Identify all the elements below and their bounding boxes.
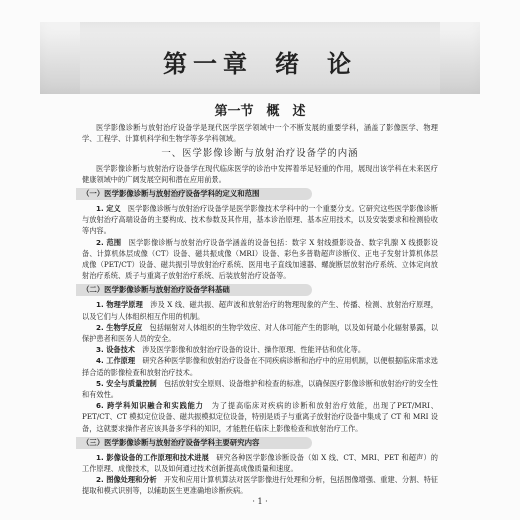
list-item: 1. 物理学原理 涉及 X 线、磁共振、超声波和放射治疗的物理现象的产生、传播、检测、放射治疗原理，以及它们与人体组织相互作用的机制。 <box>82 300 438 321</box>
subsection-heading-1: （一）医学影像诊断与放射治疗设备学科的定义和范围 <box>76 188 312 200</box>
list-item: 1. 定义 医学影像诊断与放射治疗设备学是医学影像技术学科中的一个重要分支。它研究这些医学影像诊断与放射治疗高端设备的主要构成、技术参数及其作用，基本诊治原理、基本应用技术，以及安装要求和检测验收等内容。 <box>82 204 438 236</box>
list-item: 3. 设备技术 涉及医学影像和放射治疗设备的设计、操作原理、性能评估和优化等。 <box>96 345 366 355</box>
chapter-title <box>40 44 480 79</box>
subsection-heading-2: （二）医学影像诊断与放射治疗设备学科基础 <box>76 284 312 296</box>
body-text <box>82 122 438 497</box>
list-item: 2. 生物学反应 包括辐射对人体组织的生物学效应、对人体可能产生的影响，以及如何最小化辐射暴露，以保护患者和医务人员的安全。 <box>82 322 438 344</box>
chapter-title-char-1: 绪 <box>275 50 305 78</box>
part-intro-paragraph: 医学影像诊断与放射治疗设备学在现代临床医学的诊治中发挥着举足轻重的作用，展现出该学科在未来医疗健康领域中的广阔发展空间和潜在应用前景。 <box>82 163 438 184</box>
list-item: 2. 图像处理和分析 开发和应用计算机算法对医学影像进行处理和分析，包括图像增强、重建、分割、特征提取和模式识别等，以辅助医生更准确地诊断疾病。 <box>82 475 438 496</box>
chapter-number: 第一章 <box>163 50 253 78</box>
list-item: 1. 影像设备的工作原理和技术进展 研究各种医学影像诊断设备（如 X 线、CT、MRI、PET 和超声）的工作原理、成像技术，以及如何通过技术创新提高成像质量和速度。 <box>82 452 438 474</box>
list-item: 6. 跨学科知识融合和实践能力 为了提高临床对疾病的诊断和放射治疗效能，出现了PET/MRI、PET/CT、CT 模拟定位设备、磁共振模拟定位设备，特别是质子与重离子放射治疗设备中集成了 CT 和 MRI 设备，这就要求操作者应该具备多学科的知识，才能胜任临床上影像检查和放射治疗工作。 <box>82 401 438 433</box>
list-item: 4. 工作原理 研究各种医学影像和放射治疗设备在不同疾病诊断和治疗中的应用机制，以便根据临床需求选择合适的影像检查和放射治疗技术。 <box>82 356 438 377</box>
subsection-heading-3: （三）医学影像诊断与放射治疗设备学科主要研究内容 <box>76 437 312 449</box>
list-item: 2. 范围 医学影像诊断与放射治疗设备学涵盖的设备包括：数字 X 射线摄影设备、数字乳腺 X 线摄影设备、计算机体层成像（CT）设备、磁共振成像（MRI）设备、彩色多普勒超声诊断仪、正电子发射计算机体层成像（PET/CT）设备、磁共振引导放射治疗系统、医用电子直线加速器、螺旋断层放射治疗系统、立体定向放射治疗系统、质子与重离子放射治疗系统、后装放射治疗设备等。 <box>82 237 438 281</box>
intro-paragraph: 医学影像诊断与放射治疗设备学是现代医学医学领域中一个不断发展的重要学科，涵盖了影像医学、物理学、工程学、计算机科学和生物学等多学科领域。 <box>82 123 438 144</box>
chapter-banner <box>40 22 480 94</box>
part-heading: 一、医学影像诊断与放射治疗设备学的内涵 <box>161 148 359 160</box>
chapter-title-char-2: 论 <box>327 50 357 78</box>
list-item: 5. 安全与质量控制 包括放射安全原则、设备维护和检查的标准，以确保医疗影像诊断和放射治疗的安全性和有效性。 <box>82 378 438 400</box>
page-number: · 1 · <box>252 497 268 506</box>
section-title: 第一节 概 述 <box>214 104 306 119</box>
